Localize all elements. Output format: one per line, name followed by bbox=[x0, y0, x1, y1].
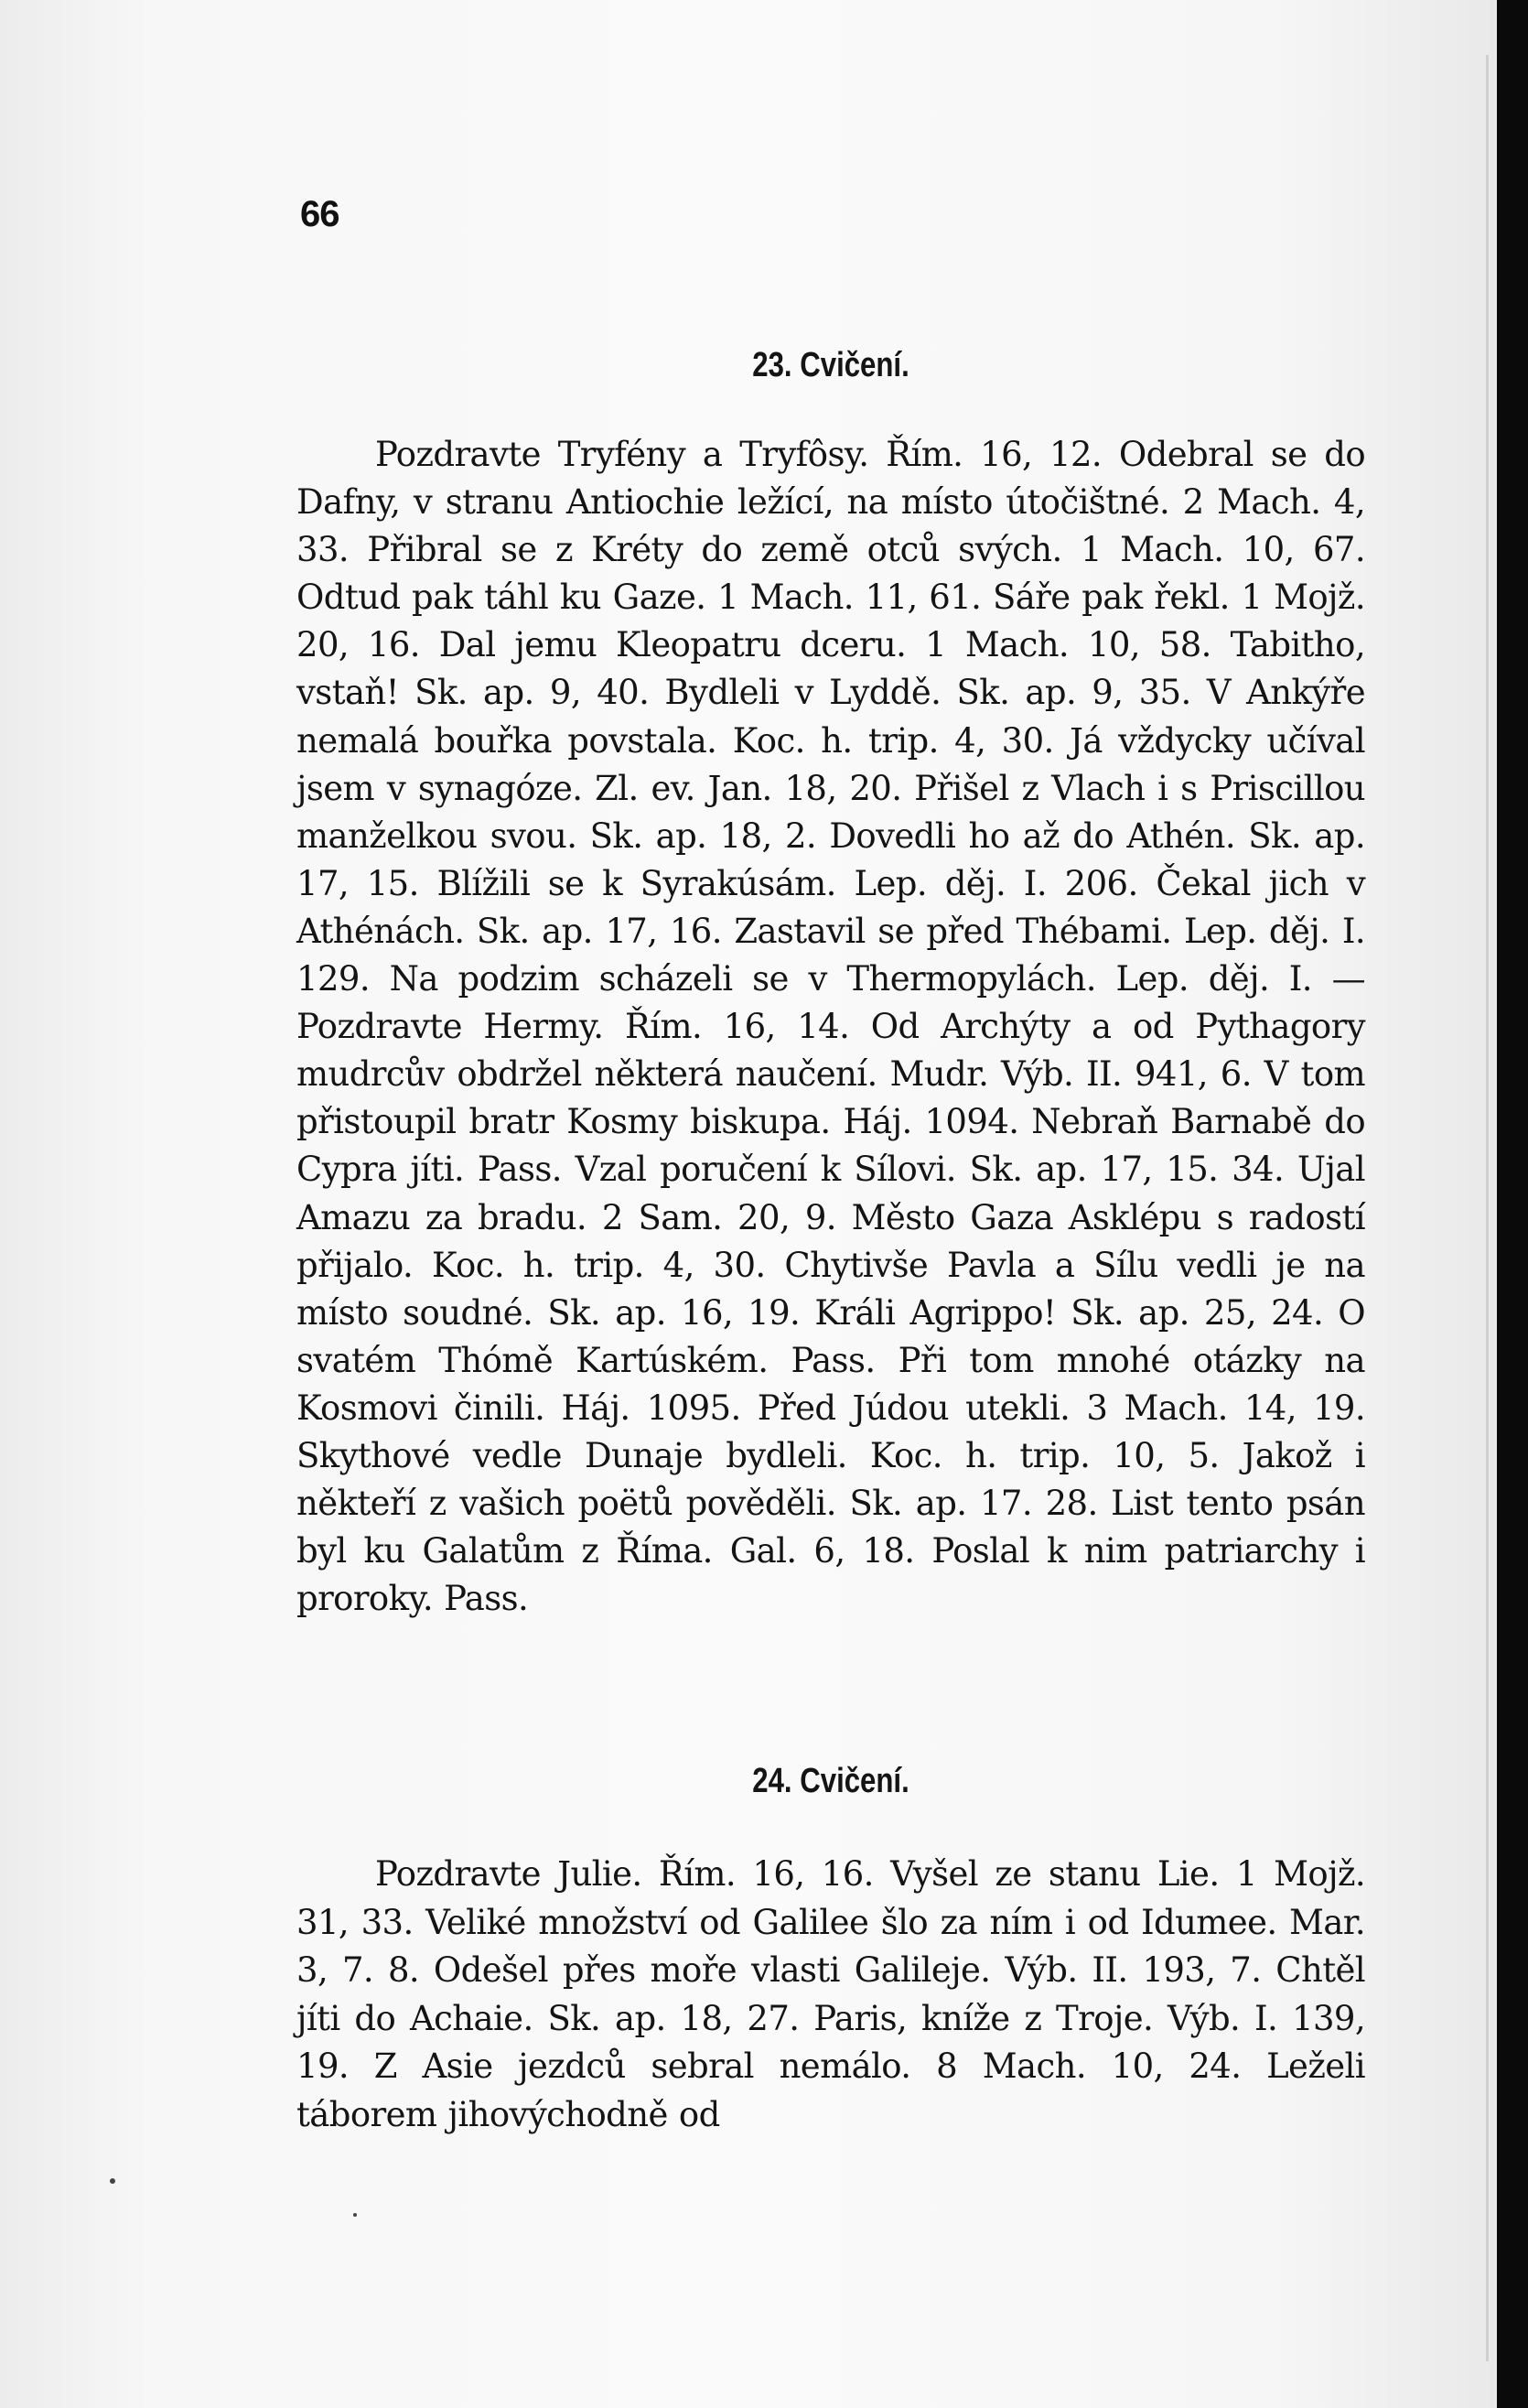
scan-speck bbox=[110, 2178, 115, 2184]
exercise-paragraph: Pozdravte Tryfény a Tryfôsy. Řím. 16, 12. Odebral se do Dafny, v stranu Antiochie ležící, na místo útočištné. 2 Mach. 4, 33. Přibral se z Kréty do země otců svých. 1 Mach. 10, 67. Odtud pak táhl ku Gaze. 1 Mach. 11, 61. Sáře pak řekl. 1 Mojž. 20, 16. Dal jemu Kleopatru dceru. 1 Mach. 10, 58. Tabitho, vstaň! Sk. ap. 9, 40. Bydleli v Lyddě. Sk. ap. 9, 35. V Ankýře nemalá bouřka povstala. Koc. h. trip. 4, 30. Já vždycky učíval jsem v synagóze. Zl. ev. Jan. 18, 20. Přišel z Vlach i s Priscillou manželkou svou. Sk. ap. 18, 2. Dovedli ho až do Athén. Sk. ap. 17, 15. Blížili se k Syrakúsám. Lep. děj. I. 206. Čekal jich v Athénách. Sk. ap. 17, 16. Zastavil se před Thébami. Lep. děj. I. 129. Na podzim scházeli se v Thermopylách. Lep. děj. I. — Pozdravte Hermy. Řím. 16, 14. Od Archýty a od Pythagory mudrcův obdržel některá naučení. Mudr. Výb. II. 941, 6. V tom přistoupil bratr Kosmy biskupa. Háj. 1094. Nebraň Barnabě do Cypra jíti. Pass. Vzal poručení k Sílovi. Sk. ap. 17, 15. 34. Ujal Amazu za bradu. 2 Sam. 20, 9. Město Gaza Asklépu s radostí přijalo. Koc. h. trip. 4, 30. Chytivše Pavla a Sílu vedli je na místo soudné. Sk. ap. 16, 19. Králi Agrippo! Sk. ap. 25, 24. O svatém Thómě Kartúském. Pass. Při tom mnohé otázky na Kosmovi činili. Háj. 1095. Před Júdou utekli. 3 Mach. 14, 19. Skythové vedle Dunaje bydleli. Koc. h. trip. 10, 5. Jakož i někteří z vašich poëtů pověděli. Sk. ap. 17. 28. List tento psán byl ku Galatům z Říma. Gal. 6, 18. Poslal k nim patriarchy i proroky. Pass. bbox=[296, 435, 1365, 1619]
page-edge-shadow bbox=[1486, 55, 1489, 2361]
section-title: 24. Cvičení. bbox=[752, 1762, 909, 1800]
exercise-paragraph: Pozdravte Julie. Řím. 16, 16. Vyšel ze stanu Lie. 1 Mojž. 31, 33. Veliké množství od Galilee šlo za ním i od Idumee. Mar. 3, 7. 8. Odešel přes moře vlasti Galileje. Výb. II. 193, 7. Chtěl jíti do Achaie. Sk. ap. 18, 27. Paris, kníže z Troje. Výb. I. 139, 19. Z Asie jezdců sebral nemálo. 8 Mach. 10, 24. Leželi táborem jihovýchodně od bbox=[296, 1854, 1365, 2134]
page-number: 66 bbox=[300, 194, 339, 234]
exercise-section-23 bbox=[296, 346, 1365, 1657]
scan-border bbox=[1497, 0, 1528, 2408]
scan-speck bbox=[353, 2213, 357, 2217]
section-title: 23. Cvičení. bbox=[752, 346, 909, 384]
exercise-section-24 bbox=[296, 1762, 1365, 2173]
